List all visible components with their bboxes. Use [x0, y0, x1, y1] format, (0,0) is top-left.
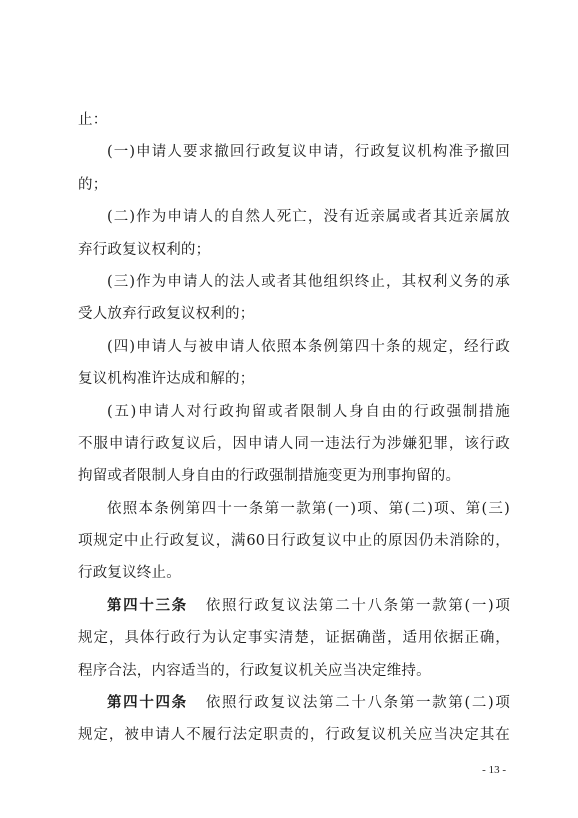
text-line: 程序合法，内容适当的，行政复议机关应当决定维持。	[78, 662, 431, 679]
text-line: 受人放弃行政复议权利的；	[78, 306, 255, 323]
text-line: 拘留或者限制人身自由的行政强制措施变更为刑事拘留的。	[78, 468, 461, 485]
page-number: - 13 -	[482, 764, 506, 776]
text-line: (二)作为申请人的自然人死亡，没有近亲属或者其近亲属放	[107, 209, 510, 226]
text-line: 项规定中止行政复议，满60日行政复议中止的原因仍未消除的，	[78, 533, 510, 550]
article-text: 依照行政复议法第二十八条第一款第(二)项	[205, 695, 511, 712]
text-line: 复议机构准许达成和解的；	[78, 371, 255, 388]
text-line: 行政复议终止。	[78, 565, 181, 582]
document-body	[78, 104, 510, 752]
text-line: 规定，具体行政行为认定事实清楚，证据确凿，适用依据正确，	[78, 630, 510, 647]
text-line: 依照本条例第四十一条第一款第(一)项、第(二)项、第(三)	[107, 500, 510, 517]
article-line	[78, 687, 510, 719]
text-line: (一)申请人要求撤回行政复议申请，行政复议机构准予撤回	[107, 144, 510, 161]
text-line: 止：	[78, 112, 108, 128]
text-line: (四)申请人与被申请人依照本条例第四十条的规定，经行政	[107, 338, 510, 355]
text-line: 弃行政复议权利的；	[78, 241, 211, 258]
text-line: 不服申请行政复议后，因申请人同一违法行为涉嫌犯罪，该行政	[78, 435, 510, 452]
text-line: 的；	[78, 176, 108, 193]
text-line: (五)申请人对行政拘留或者限制人身自由的行政强制措施	[107, 403, 510, 420]
article-line	[78, 590, 510, 622]
article-text: 依照行政复议法第二十八条第一款第(一)项	[205, 597, 511, 614]
text-line: (三)作为申请人的法人或者其他组织终止，其权利义务的承	[107, 273, 510, 290]
article-heading: 第四十四条	[107, 695, 188, 712]
article-heading: 第四十三条	[107, 597, 188, 614]
text-line: 规定，被申请人不履行法定职责的，行政复议机关应当决定其在	[78, 727, 510, 744]
